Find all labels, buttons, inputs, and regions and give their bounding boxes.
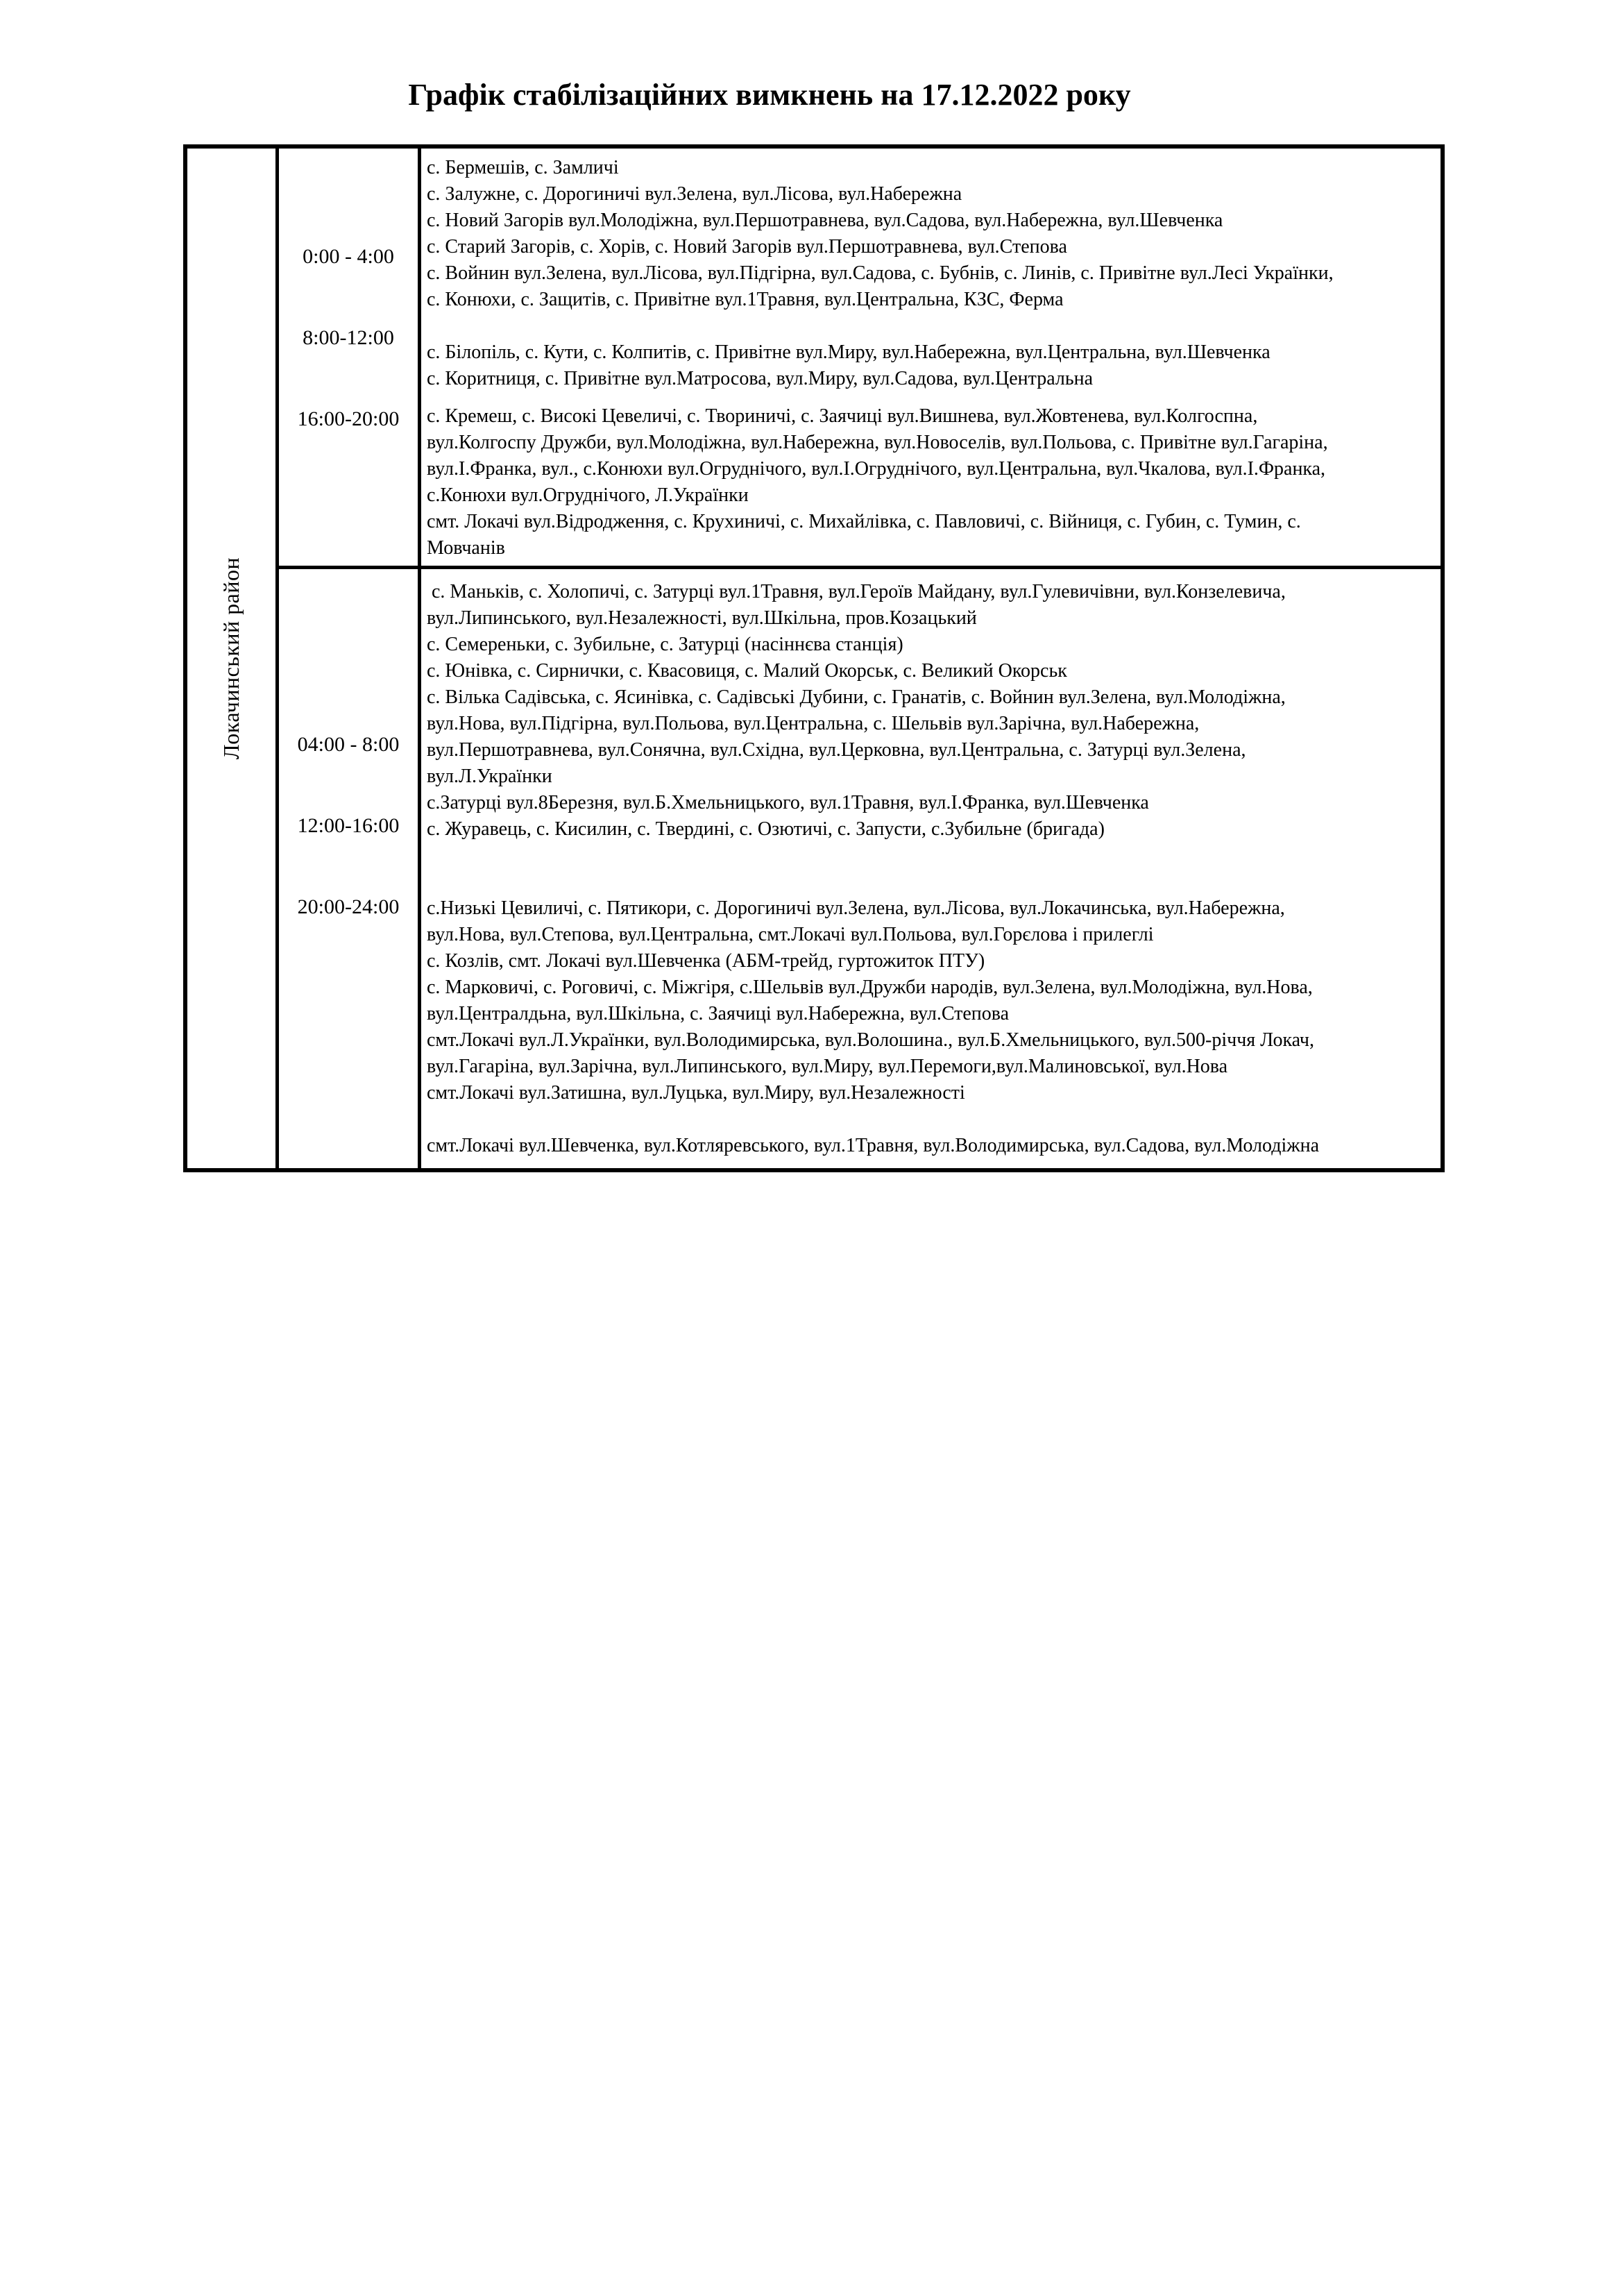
schedule-line: вул.Централдьна, вул.Шкільна, с. Заячиці вул.Набережна, вул.Степова [427,1003,1010,1024]
schedule-line: с. Кремеш, с. Високі Цевеличі, с. Твориничі, с. Заячиці вул.Вишнева, вул.Жовтенева, вул.Колгоспна, [427,405,1258,427]
schedule-line: смт.Локачі вул.Шевченка, вул.Котляревського, вул.1Травня, вул.Володимирська, вул.Садова, вул.Молодіжна [427,1135,1320,1156]
schedule-line: с. Марковичі, с. Роговичі, с. Міжгіря, с.Шельвів вул.Дружби народів, вул.Зелена, вул.Молодіжна, вул.Нова, [427,977,1313,998]
district-label-cell [187,149,279,1168]
schedule-line: с. Білопіль, с. Кути, с. Колпитів, с. Привітне вул.Миру, вул.Набережна, вул.Центральна, вул.Шевченка [427,341,1271,363]
schedule-line: с. Журавець, с. Кисилин, с. Твердині, с. Озютичі, с. Запусти, с.Зубильне (бригада) [427,818,1105,840]
localities-cell-row2 [421,569,1441,1168]
localities-cell-row1 [421,149,1441,569]
time-slot-group [298,677,400,974]
schedule-block [427,339,1438,392]
time-slot: 12:00-16:00 [297,814,400,837]
schedule-block [427,895,1438,1106]
schedule-line: вул.Л.Українки [427,766,552,787]
time-slot: 20:00-24:00 [297,895,400,918]
schedule-line: с. Залужне, с. Дорогиничі вул.Зелена, вул.Лісова, вул.Набережна [427,183,962,205]
schedule-line: смт.Локачі вул.Затишна, вул.Луцька, вул.Миру, вул.Незалежності [427,1082,965,1104]
time-slot: 04:00 - 8:00 [297,733,400,756]
schedule-line: Мовчанів [427,537,505,559]
schedule-line: вул.Гагаріна, вул.Зарічна, вул.Липинського, вул.Миру, вул.Перемоги,вул.Малиновської, вул.Нова [427,1056,1228,1077]
schedule-line: вул.Нова, вул.Степова, вул.Центральна, смт.Локачі вул.Польова, вул.Горєлова і прилеглі [427,924,1154,945]
schedule-line: вул.Липинського, вул.Незалежності, вул.Шкільна, пров.Козацький [427,607,977,629]
schedule-line: вул.Першотравнева, вул.Сонячна, вул.Східна, вул.Церковна, вул.Центральна, с. Затурці вул.Зелена, [427,739,1246,761]
page-title: Графік стабілізаційних вимкнень на 17.12.2022 року [408,78,1131,112]
schedule-line: с. Конюхи, с. Защитів, с. Привітне вул.1Травня, вул.Центральна, КЗС, Ферма [427,289,1064,310]
schedule-table [183,144,1445,1172]
schedule-line: с. Юнівка, с. Сирнички, с. Квасовиця, с. Малий Окорськ, с. Великий Окорськ [427,660,1067,682]
schedule-line: вул.Колгоспу Дружби, вул.Молодіжна, вул.Набережна, вул.Новоселів, вул.Польова, с. Привітне вул.Гагаріна, [427,432,1328,453]
time-slot: 8:00-12:00 [303,326,394,349]
district-label: Локачинський район [219,557,244,760]
schedule-line: с.Затурці вул.8Березня, вул.Б.Хмельницького, вул.1Травня, вул.І.Франка, вул.Шевченка [427,792,1149,813]
schedule-line: с. Коритниця, с. Привітне вул.Матросова, вул.Миру, вул.Садова, вул.Центральна [427,368,1094,389]
schedule-line: с. Маньків, с. Холопичі, с. Затурці вул.1Травня, вул.Героїв Майдану, вул.Гулевичівни, вул.Конзелевича, [427,581,1286,602]
schedule-line: смт.Локачі вул.Л.Українки, вул.Володимирська, вул.Волошина., вул.Б.Хмельницького, вул.500-річчя Локач, [427,1029,1315,1051]
schedule-block [427,1133,1438,1159]
schedule-line: с. Старий Загорів, с. Хорів, с. Новий Загорів вул.Першотравнева, вул.Степова [427,236,1067,258]
time-slots-row2 [279,569,421,1168]
schedule-line: с. Козлів, смт. Локачі вул.Шевченка (АБМ-трейд, гуртожиток ПТУ) [427,950,985,972]
schedule-block [427,155,1438,313]
schedule-line: с. Семереньки, с. Зубильне, с. Затурці (насіннєва станція) [427,634,903,655]
schedule-line: вул.Нова, вул.Підгірна, вул.Польова, вул.Центральна, с. Шельвів вул.Зарічна, вул.Набережна, [427,713,1200,734]
time-slot-group [298,189,400,487]
schedule-line: с.Конюхи вул.Огруднічого, Л.Українки [427,484,749,506]
schedule-block [427,579,1438,843]
schedule-block [427,403,1438,562]
schedule-line: с.Низькі Цевиличі, с. Пятикори, с. Дорогиничі вул.Зелена, вул.Лісова, вул.Локачинська, вул.Набережна, [427,897,1285,919]
time-slot: 16:00-20:00 [297,407,400,430]
schedule-line: с. Войнин вул.Зелена, вул.Лісова, вул.Підгірна, вул.Садова, с. Бубнів, с. Линів, с. Привітне вул.Лесі Українки, [427,262,1334,284]
schedule-line: смт. Локачі вул.Відродження, с. Крухиничі, с. Михайлівка, с. Павловичі, с. Війниця, с. Губин, с. Тумин, с. [427,511,1301,532]
schedule-line: с. Бермешів, с. Замличі [427,157,619,178]
schedule-line: с. Вілька Садівська, с. Ясинівка, с. Садівські Дубини, с. Гранатів, с. Войнин вул.Зелена, вул.Молодіжна, [427,686,1286,708]
time-slot: 0:00 - 4:00 [303,245,394,268]
schedule-line: вул.І.Франка, вул., с.Конюхи вул.Огруднічого, вул.І.Огруднічого, вул.Центральна, вул.Чкалова, вул.І.Франка, [427,458,1326,480]
time-slots-row1 [279,149,421,569]
schedule-line: с. Новий Загорів вул.Молодіжна, вул.Першотравнева, вул.Садова, вул.Набережна, вул.Шевченка [427,210,1223,231]
